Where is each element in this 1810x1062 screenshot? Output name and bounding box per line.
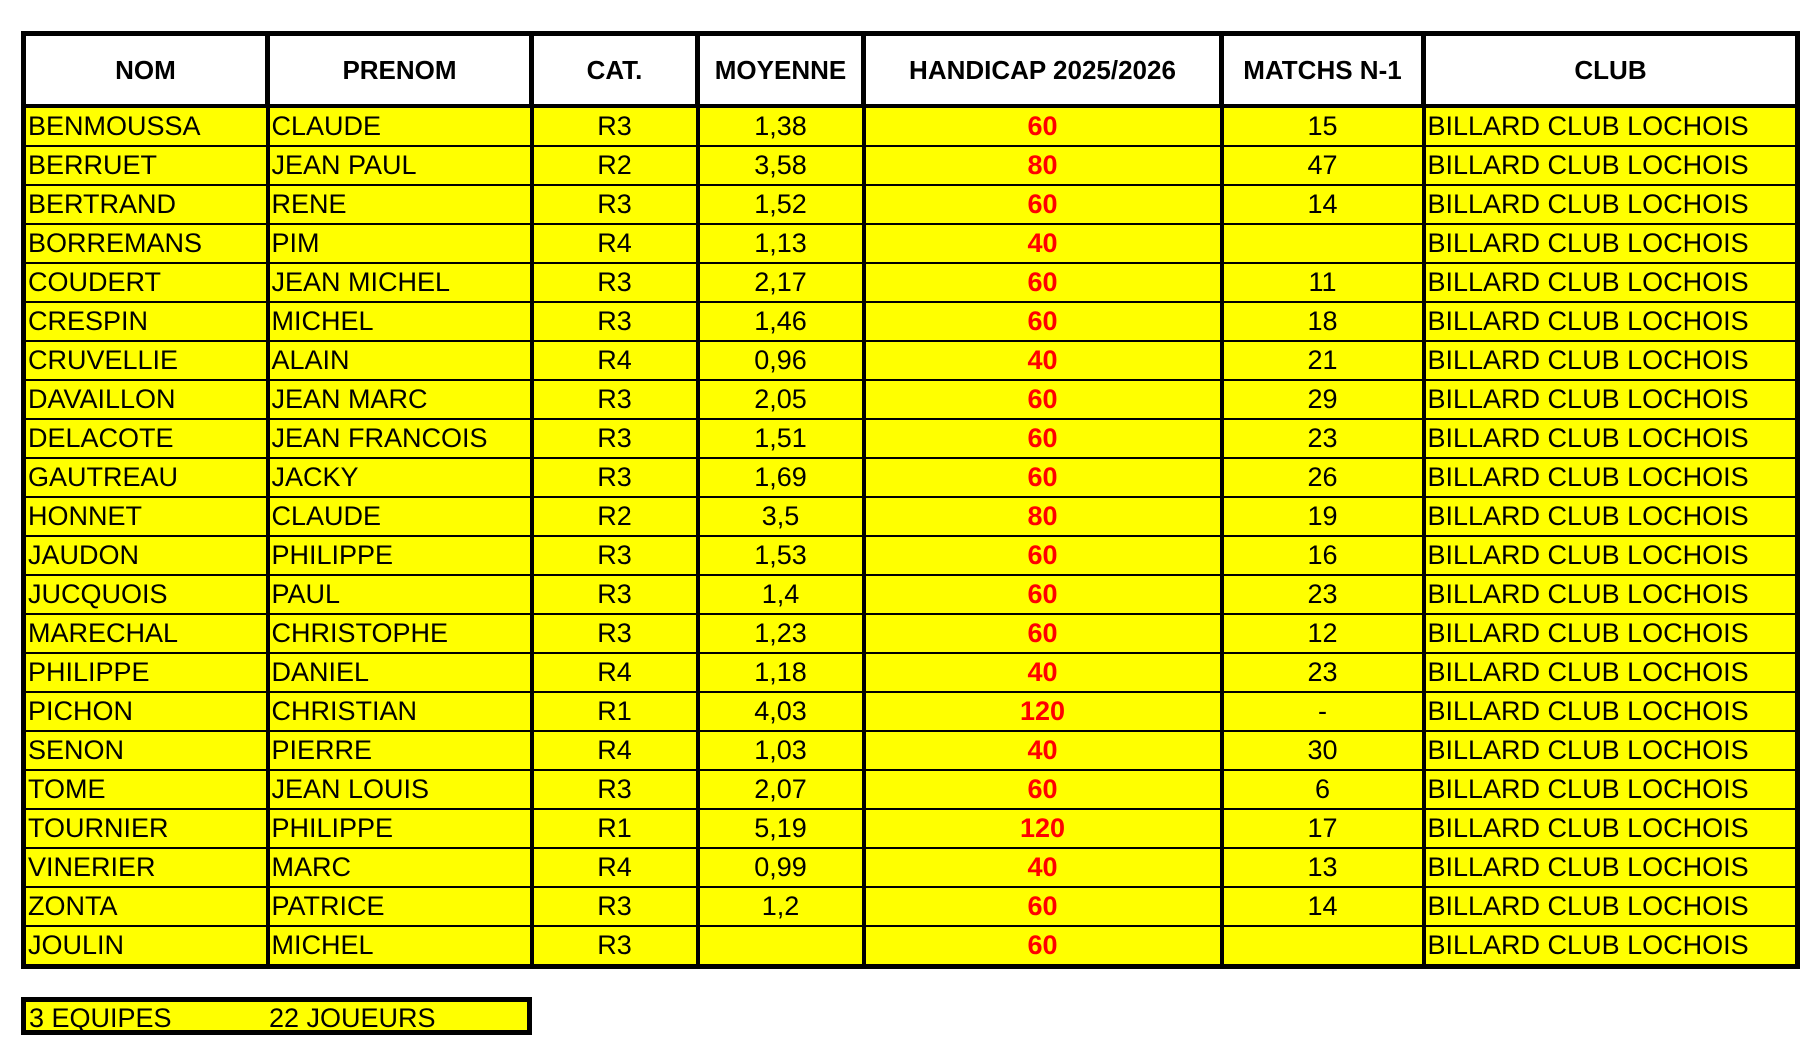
moyenne-cell: 2,17	[698, 263, 864, 302]
matchs-cell: 14	[1222, 185, 1424, 224]
matchs-cell: 19	[1222, 497, 1424, 536]
handicap-cell: 80	[864, 146, 1222, 185]
prenom-cell: MICHEL	[268, 926, 532, 967]
prenom-cell: PIERRE	[268, 731, 532, 770]
table-row	[24, 809, 1798, 848]
col-prenom-header: PRENOM	[268, 34, 532, 107]
handicap-cell: 60	[864, 770, 1222, 809]
matchs-cell: 16	[1222, 536, 1424, 575]
nom-cell: BERTRAND	[24, 185, 268, 224]
matchs-cell: 29	[1222, 380, 1424, 419]
table-row	[24, 419, 1798, 458]
handicap-cell: 120	[864, 692, 1222, 731]
handicap-cell: 60	[864, 926, 1222, 967]
matchs-cell: 23	[1222, 575, 1424, 614]
club-cell: BILLARD CLUB LOCHOIS	[1424, 224, 1798, 263]
prenom-cell: DANIEL	[268, 653, 532, 692]
nom-cell: BERRUET	[24, 146, 268, 185]
club-cell: BILLARD CLUB LOCHOIS	[1424, 887, 1798, 926]
table-row	[24, 224, 1798, 263]
moyenne-cell: 1,23	[698, 614, 864, 653]
club-cell: BILLARD CLUB LOCHOIS	[1424, 185, 1798, 224]
matchs-cell: 12	[1222, 614, 1424, 653]
player-count: 22 JOUEURS	[269, 1003, 436, 1033]
moyenne-cell: 1,2	[698, 887, 864, 926]
col-moyenne-header: MOYENNE	[698, 34, 864, 107]
moyenne-cell: 2,07	[698, 770, 864, 809]
nom-cell: HONNET	[24, 497, 268, 536]
prenom-cell: MICHEL	[268, 302, 532, 341]
cat-cell: R3	[532, 887, 698, 926]
club-cell: BILLARD CLUB LOCHOIS	[1424, 731, 1798, 770]
club-cell: BILLARD CLUB LOCHOIS	[1424, 497, 1798, 536]
nom-cell: CRESPIN	[24, 302, 268, 341]
handicap-cell: 120	[864, 809, 1222, 848]
matchs-cell: 26	[1222, 458, 1424, 497]
matchs-cell: 47	[1222, 146, 1424, 185]
col-cat-header: CAT.	[532, 34, 698, 107]
prenom-cell: RENE	[268, 185, 532, 224]
summary-box	[21, 997, 532, 1035]
club-cell: BILLARD CLUB LOCHOIS	[1424, 692, 1798, 731]
table-row	[24, 458, 1798, 497]
moyenne-cell: 1,13	[698, 224, 864, 263]
moyenne-cell: 1,51	[698, 419, 864, 458]
moyenne-cell: 3,5	[698, 497, 864, 536]
handicap-cell: 60	[864, 536, 1222, 575]
matchs-cell: 23	[1222, 653, 1424, 692]
table-row	[24, 731, 1798, 770]
prenom-cell: PIM	[268, 224, 532, 263]
prenom-cell: MARC	[268, 848, 532, 887]
table-row	[24, 341, 1798, 380]
club-cell: BILLARD CLUB LOCHOIS	[1424, 848, 1798, 887]
moyenne-cell: 3,58	[698, 146, 864, 185]
cat-cell: R3	[532, 380, 698, 419]
club-cell: BILLARD CLUB LOCHOIS	[1424, 809, 1798, 848]
prenom-cell: JACKY	[268, 458, 532, 497]
handicap-cell: 60	[864, 419, 1222, 458]
handicap-cell: 60	[864, 575, 1222, 614]
table-row	[24, 575, 1798, 614]
matchs-cell: 13	[1222, 848, 1424, 887]
prenom-cell: PATRICE	[268, 887, 532, 926]
table-body	[24, 106, 1798, 967]
club-cell: BILLARD CLUB LOCHOIS	[1424, 106, 1798, 146]
team-count: 3 EQUIPES	[29, 1003, 172, 1033]
cat-cell: R3	[532, 458, 698, 497]
club-cell: BILLARD CLUB LOCHOIS	[1424, 575, 1798, 614]
nom-cell: TOURNIER	[24, 809, 268, 848]
moyenne-cell: 1,18	[698, 653, 864, 692]
moyenne-cell: 4,03	[698, 692, 864, 731]
club-cell: BILLARD CLUB LOCHOIS	[1424, 926, 1798, 967]
cat-cell: R4	[532, 341, 698, 380]
cat-cell: R4	[532, 848, 698, 887]
cat-cell: R3	[532, 302, 698, 341]
nom-cell: ZONTA	[24, 887, 268, 926]
club-cell: BILLARD CLUB LOCHOIS	[1424, 458, 1798, 497]
nom-cell: JAUDON	[24, 536, 268, 575]
prenom-cell: PHILIPPE	[268, 536, 532, 575]
nom-cell: JOULIN	[24, 926, 268, 967]
handicap-cell: 60	[864, 458, 1222, 497]
table-row	[24, 770, 1798, 809]
club-cell: BILLARD CLUB LOCHOIS	[1424, 653, 1798, 692]
cat-cell: R3	[532, 614, 698, 653]
prenom-cell: JEAN FRANCOIS	[268, 419, 532, 458]
prenom-cell: JEAN PAUL	[268, 146, 532, 185]
handicap-cell: 40	[864, 848, 1222, 887]
club-cell: BILLARD CLUB LOCHOIS	[1424, 146, 1798, 185]
cat-cell: R2	[532, 146, 698, 185]
handicap-cell: 60	[864, 887, 1222, 926]
table-row	[24, 536, 1798, 575]
club-cell: BILLARD CLUB LOCHOIS	[1424, 341, 1798, 380]
matchs-cell	[1222, 926, 1424, 967]
nom-cell: GAUTREAU	[24, 458, 268, 497]
matchs-cell: 11	[1222, 263, 1424, 302]
moyenne-cell: 0,96	[698, 341, 864, 380]
cat-cell: R4	[532, 653, 698, 692]
prenom-cell: PAUL	[268, 575, 532, 614]
prenom-cell: CLAUDE	[268, 497, 532, 536]
prenom-cell: JEAN MARC	[268, 380, 532, 419]
header-row	[24, 34, 1798, 107]
matchs-cell: 18	[1222, 302, 1424, 341]
nom-cell: MARECHAL	[24, 614, 268, 653]
table-row	[24, 146, 1798, 185]
moyenne-cell	[698, 926, 864, 967]
nom-cell: JUCQUOIS	[24, 575, 268, 614]
moyenne-cell: 2,05	[698, 380, 864, 419]
cat-cell: R3	[532, 419, 698, 458]
moyenne-cell: 0,99	[698, 848, 864, 887]
club-cell: BILLARD CLUB LOCHOIS	[1424, 536, 1798, 575]
table-row	[24, 497, 1798, 536]
table-row	[24, 848, 1798, 887]
handicap-cell: 40	[864, 224, 1222, 263]
table-row	[24, 380, 1798, 419]
table-row	[24, 302, 1798, 341]
cat-cell: R3	[532, 770, 698, 809]
matchs-cell: -	[1222, 692, 1424, 731]
cat-cell: R3	[532, 536, 698, 575]
handicap-cell: 80	[864, 497, 1222, 536]
col-matchs-header: MATCHS N-1	[1222, 34, 1424, 107]
prenom-cell: CLAUDE	[268, 106, 532, 146]
col-club-header: CLUB	[1424, 34, 1798, 107]
prenom-cell: PHILIPPE	[268, 809, 532, 848]
club-cell: BILLARD CLUB LOCHOIS	[1424, 302, 1798, 341]
moyenne-cell: 1,46	[698, 302, 864, 341]
nom-cell: SENON	[24, 731, 268, 770]
cat-cell: R2	[532, 497, 698, 536]
cat-cell: R1	[532, 692, 698, 731]
cat-cell: R3	[532, 263, 698, 302]
moyenne-cell: 1,52	[698, 185, 864, 224]
table-row	[24, 185, 1798, 224]
table-row	[24, 926, 1798, 967]
handicap-cell: 60	[864, 263, 1222, 302]
handicap-cell: 60	[864, 302, 1222, 341]
matchs-cell: 6	[1222, 770, 1424, 809]
nom-cell: BORREMANS	[24, 224, 268, 263]
nom-cell: VINERIER	[24, 848, 268, 887]
col-handicap-header: HANDICAP 2025/2026	[864, 34, 1222, 107]
moyenne-cell: 1,53	[698, 536, 864, 575]
matchs-cell: 23	[1222, 419, 1424, 458]
handicap-cell: 40	[864, 653, 1222, 692]
moyenne-cell: 1,69	[698, 458, 864, 497]
matchs-cell: 17	[1222, 809, 1424, 848]
nom-cell: PICHON	[24, 692, 268, 731]
moyenne-cell: 1,4	[698, 575, 864, 614]
matchs-cell: 15	[1222, 106, 1424, 146]
handicap-cell: 60	[864, 614, 1222, 653]
cat-cell: R3	[532, 926, 698, 967]
matchs-cell	[1222, 224, 1424, 263]
club-cell: BILLARD CLUB LOCHOIS	[1424, 380, 1798, 419]
moyenne-cell: 1,38	[698, 106, 864, 146]
cat-cell: R4	[532, 731, 698, 770]
table-row	[24, 887, 1798, 926]
nom-cell: DELACOTE	[24, 419, 268, 458]
nom-cell: DAVAILLON	[24, 380, 268, 419]
handicap-cell: 60	[864, 106, 1222, 146]
table-row	[24, 692, 1798, 731]
table-header	[24, 34, 1798, 107]
nom-cell: COUDERT	[24, 263, 268, 302]
moyenne-cell: 5,19	[698, 809, 864, 848]
cat-cell: R3	[532, 106, 698, 146]
nom-cell: CRUVELLIE	[24, 341, 268, 380]
prenom-cell: CHRISTOPHE	[268, 614, 532, 653]
club-cell: BILLARD CLUB LOCHOIS	[1424, 770, 1798, 809]
table-row	[24, 614, 1798, 653]
handicap-cell: 40	[864, 731, 1222, 770]
col-nom-header: NOM	[24, 34, 268, 107]
prenom-cell: JEAN LOUIS	[268, 770, 532, 809]
cat-cell: R4	[532, 224, 698, 263]
prenom-cell: CHRISTIAN	[268, 692, 532, 731]
matchs-cell: 21	[1222, 341, 1424, 380]
nom-cell: TOME	[24, 770, 268, 809]
matchs-cell: 14	[1222, 887, 1424, 926]
cat-cell: R3	[532, 575, 698, 614]
prenom-cell: ALAIN	[268, 341, 532, 380]
prenom-cell: JEAN MICHEL	[268, 263, 532, 302]
club-cell: BILLARD CLUB LOCHOIS	[1424, 614, 1798, 653]
nom-cell: BENMOUSSA	[24, 106, 268, 146]
player-roster-table	[21, 31, 1800, 969]
table-row	[24, 263, 1798, 302]
handicap-cell: 40	[864, 341, 1222, 380]
matchs-cell: 30	[1222, 731, 1424, 770]
handicap-cell: 60	[864, 380, 1222, 419]
club-cell: BILLARD CLUB LOCHOIS	[1424, 263, 1798, 302]
moyenne-cell: 1,03	[698, 731, 864, 770]
table-row	[24, 653, 1798, 692]
cat-cell: R1	[532, 809, 698, 848]
handicap-cell: 60	[864, 185, 1222, 224]
nom-cell: PHILIPPE	[24, 653, 268, 692]
cat-cell: R3	[532, 185, 698, 224]
table-row	[24, 106, 1798, 146]
club-cell: BILLARD CLUB LOCHOIS	[1424, 419, 1798, 458]
